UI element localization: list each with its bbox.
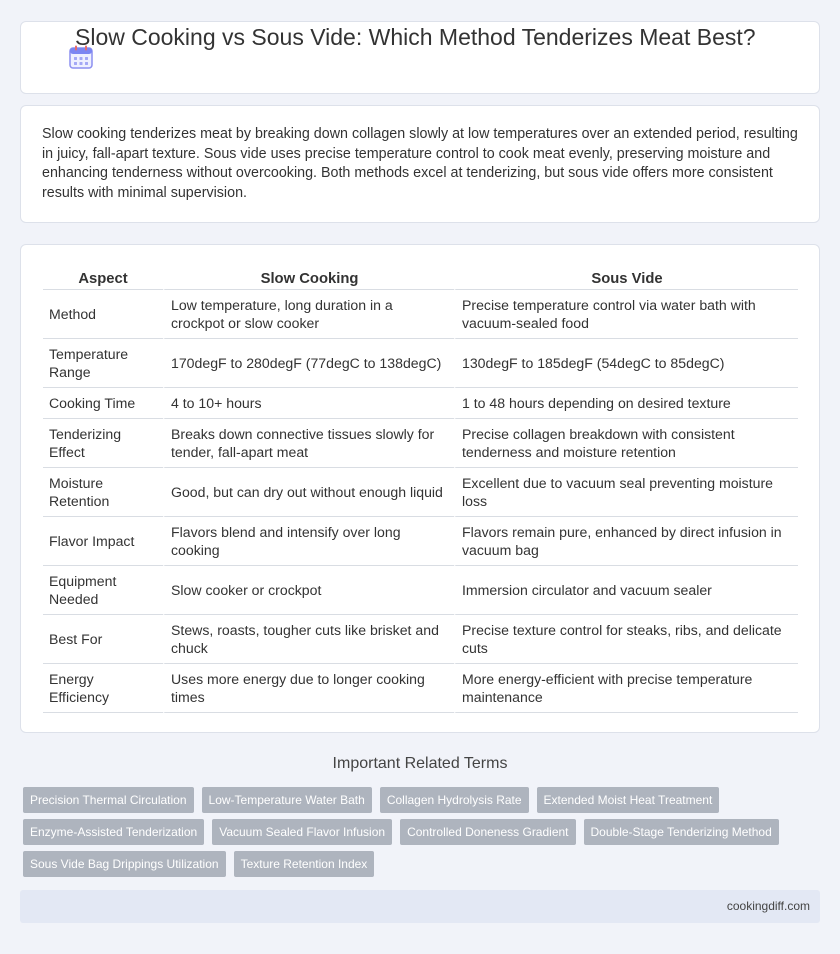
- related-term-tag[interactable]: Vacuum Sealed Flavor Infusion: [212, 819, 392, 845]
- cell-aspect: Best For: [43, 615, 163, 664]
- related-term-tag[interactable]: Collagen Hydrolysis Rate: [380, 787, 529, 813]
- cell-slow-cooking: Uses more energy due to longer cooking times: [163, 664, 454, 713]
- cell-aspect: Tenderizing Effect: [43, 419, 163, 468]
- cell-sous-vide: Immersion circulator and vacuum sealer: [454, 566, 798, 615]
- related-term-tag[interactable]: Sous Vide Bag Drippings Utilization: [23, 851, 226, 877]
- table-row: [43, 290, 798, 339]
- related-term-tag[interactable]: Texture Retention Index: [234, 851, 375, 877]
- cell-slow-cooking: 170degF to 280degF (77degC to 138degC): [163, 339, 454, 388]
- cell-slow-cooking: Slow cooker or crockpot: [163, 566, 454, 615]
- cell-sous-vide: Excellent due to vacuum seal preventing moisture loss: [454, 468, 798, 517]
- cell-slow-cooking: Good, but can dry out without enough liquid: [163, 468, 454, 517]
- cell-aspect: Energy Efficiency: [43, 664, 163, 713]
- comparison-table: [43, 265, 798, 713]
- table-header-row: [43, 265, 798, 290]
- page-title: Slow Cooking vs Sous Vide: Which Method Tenderizes Meat Best?: [75, 24, 756, 50]
- cell-sous-vide: 130degF to 185degF (54degC to 85degC): [454, 339, 798, 388]
- related-term-tag[interactable]: Enzyme-Assisted Tenderization: [23, 819, 204, 845]
- footer-site-link[interactable]: cookingdiff.com: [726, 899, 810, 913]
- table-row: [43, 419, 798, 468]
- related-term-tag[interactable]: Extended Moist Heat Treatment: [537, 787, 720, 813]
- cell-slow-cooking: Breaks down connective tissues slowly for tender, fall-apart meat: [163, 419, 454, 468]
- related-term-tag[interactable]: Precision Thermal Circulation: [23, 787, 194, 813]
- related-terms-title: Important Related Terms: [332, 755, 508, 772]
- cell-aspect: Flavor Impact: [43, 517, 163, 566]
- cell-aspect: Equipment Needed: [43, 566, 163, 615]
- cell-aspect: Moisture Retention: [43, 468, 163, 517]
- cell-slow-cooking: Low temperature, long duration in a crockpot or slow cooker: [163, 290, 454, 339]
- related-term-tag[interactable]: Controlled Doneness Gradient: [400, 819, 575, 845]
- table-row: [43, 664, 798, 713]
- header-slow-cooking: Slow Cooking: [163, 265, 454, 290]
- table-row: [43, 517, 798, 566]
- cell-slow-cooking: Stews, roasts, tougher cuts like brisket and chuck: [163, 615, 454, 664]
- cell-sous-vide: Precise temperature control via water bath with vacuum-sealed food: [454, 290, 798, 339]
- cell-slow-cooking: Flavors blend and intensify over long cooking: [163, 517, 454, 566]
- related-term-tag[interactable]: Double-Stage Tenderizing Method: [584, 819, 779, 845]
- cell-sous-vide: Precise texture control for steaks, ribs, and delicate cuts: [454, 615, 798, 664]
- comparison-card: [20, 244, 820, 733]
- intro-card: [20, 105, 820, 223]
- table-row: [43, 339, 798, 388]
- footer: [20, 890, 820, 923]
- table-row: [43, 566, 798, 615]
- table-row: [43, 468, 798, 517]
- related-term-tag[interactable]: Low-Temperature Water Bath: [202, 787, 372, 813]
- header-sous-vide: Sous Vide: [454, 265, 798, 290]
- header-aspect: Aspect: [43, 265, 163, 290]
- cell-aspect: Temperature Range: [43, 339, 163, 388]
- cell-sous-vide: More energy-efficient with precise temperature maintenance: [454, 664, 798, 713]
- cell-sous-vide: 1 to 48 hours depending on desired texture: [454, 388, 798, 419]
- table-row: [43, 388, 798, 419]
- intro-paragraph: Slow cooking tenderizes meat by breaking down collagen slowly at low temperatures over an extended period, resulting in juicy, fall-apart texture. Sous vide uses precise temperature control to cook meat evenly, preserving moisture and enhancing tenderness without overcooking. Both methods excel at tenderizing, but sous vide offers more consistent results with minimal supervision.: [42, 126, 798, 201]
- cell-sous-vide: Flavors remain pure, enhanced by direct infusion in vacuum bag: [454, 517, 798, 566]
- cell-slow-cooking: 4 to 10+ hours: [163, 388, 454, 419]
- cell-aspect: Method: [43, 290, 163, 339]
- cell-sous-vide: Precise collagen breakdown with consistent tenderness and moisture retention: [454, 419, 798, 468]
- related-terms-list: [23, 787, 803, 877]
- cell-aspect: Cooking Time: [43, 388, 163, 419]
- table-row: [43, 615, 798, 664]
